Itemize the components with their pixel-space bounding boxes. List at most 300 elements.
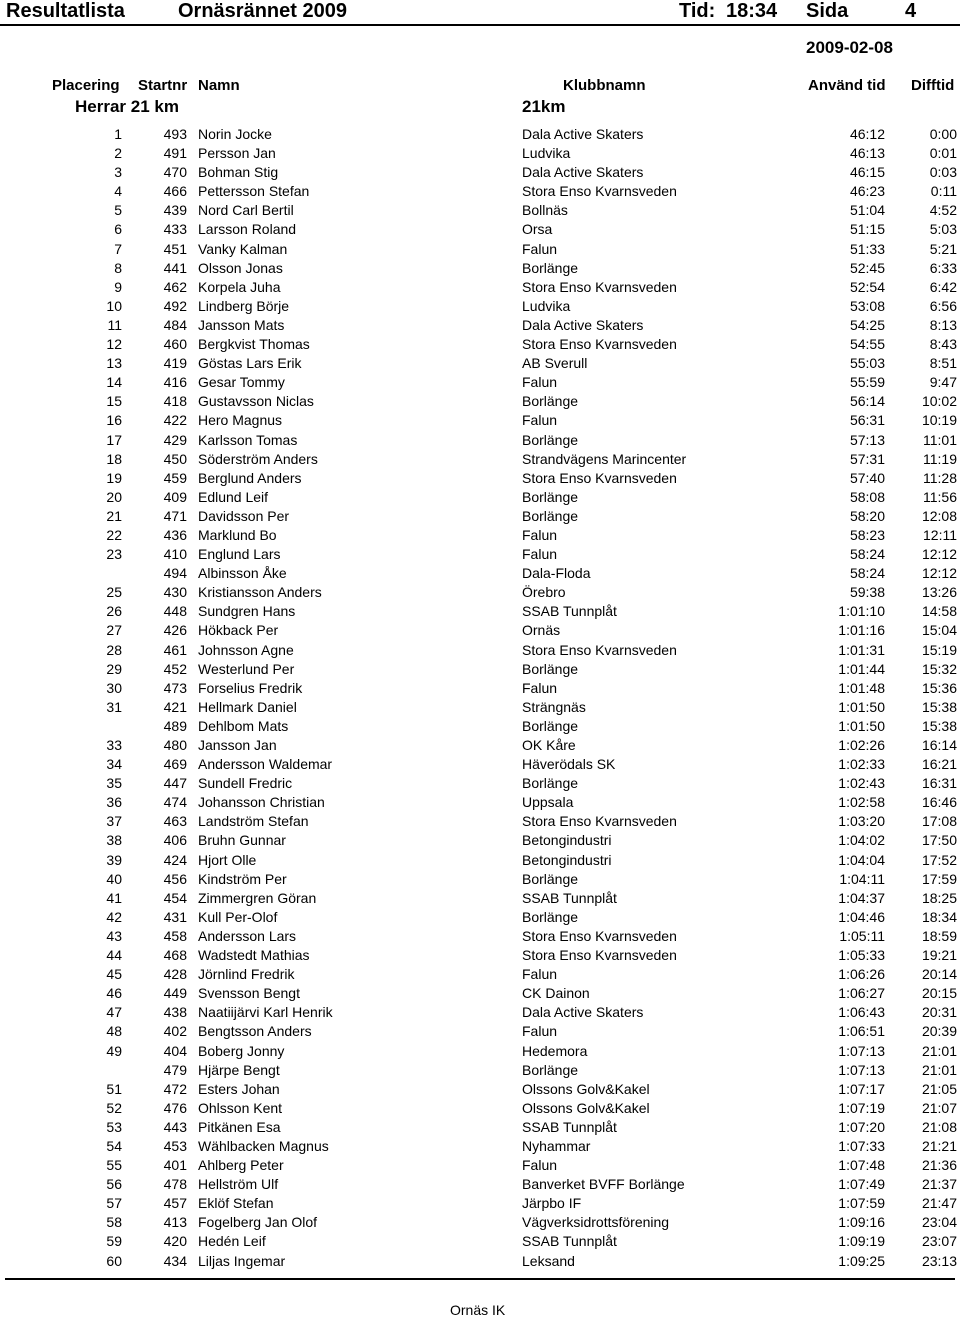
table-row	[0, 545, 960, 564]
row-startnr: 441	[163, 259, 187, 276]
row-startnr: 416	[163, 374, 187, 391]
row-club: AB Sverull	[522, 355, 588, 372]
row-place: 2	[114, 145, 122, 162]
row-name: Persson Jan	[198, 145, 276, 162]
row-difftid: 16:46	[921, 794, 957, 811]
table-row	[0, 411, 960, 430]
row-time: 52:54	[849, 278, 885, 295]
row-name: Lindberg Börje	[198, 297, 290, 314]
table-row	[0, 660, 960, 679]
row-name: Wählbacken Magnus	[198, 1137, 329, 1154]
row-name: Forselius Fredrik	[198, 679, 303, 696]
table-row	[0, 240, 960, 259]
row-place: 42	[106, 908, 122, 925]
row-time: 1:01:50	[838, 698, 885, 715]
row-club: SSAB Tunnplåt	[522, 889, 617, 906]
table-row	[0, 201, 960, 220]
row-difftid: 9:47	[929, 374, 957, 391]
row-time: 1:07:49	[838, 1176, 885, 1193]
row-club: Leksand	[522, 1252, 575, 1269]
row-place: 43	[106, 927, 122, 944]
table-row	[0, 698, 960, 717]
row-club: Dala Active Skaters	[522, 1004, 644, 1021]
row-club: Betongindustri	[522, 832, 612, 849]
row-place: 41	[106, 889, 122, 906]
row-difftid: 23:07	[921, 1233, 957, 1250]
row-club: Dala Active Skaters	[522, 164, 644, 181]
row-difftid: 8:43	[929, 336, 957, 353]
row-time: 59:38	[849, 584, 885, 601]
row-difftid: 5:03	[929, 221, 957, 238]
row-club: Stora Enso Kvarnsveden	[522, 641, 677, 658]
row-difftid: 17:50	[921, 832, 957, 849]
row-startnr: 453	[163, 1137, 187, 1154]
row-difftid: 20:14	[921, 966, 957, 983]
row-place: 54	[106, 1137, 122, 1154]
row-difftid: 8:13	[929, 316, 957, 333]
row-startnr: 478	[163, 1176, 187, 1193]
row-time: 46:23	[849, 183, 885, 200]
row-place: 57	[106, 1195, 122, 1212]
row-club: Borlänge	[522, 870, 579, 887]
row-time: 1:09:19	[838, 1233, 885, 1250]
row-startnr: 489	[163, 717, 187, 734]
row-name: Norin Jocke	[198, 126, 272, 142]
row-place: 12	[106, 336, 122, 353]
row-time: 1:07:13	[838, 1061, 885, 1078]
row-difftid: 12:11	[923, 526, 957, 543]
row-difftid: 21:21	[921, 1137, 957, 1154]
row-time: 56:14	[849, 393, 885, 410]
row-name: Ohlsson Kent	[198, 1099, 283, 1116]
row-club: Orsa	[522, 221, 553, 238]
table-row	[0, 1213, 960, 1232]
row-name: Kull Per-Olof	[198, 908, 278, 925]
row-difftid: 10:19	[921, 412, 957, 429]
row-startnr: 420	[163, 1233, 187, 1250]
row-club: Järpbo IF	[522, 1195, 582, 1212]
row-difftid: 14:58	[921, 603, 957, 620]
row-startnr: 492	[163, 297, 187, 314]
row-difftid: 23:13	[921, 1252, 957, 1269]
row-name: Korpela Juha	[198, 278, 281, 295]
row-name: Pettersson Stefan	[198, 183, 310, 200]
row-startnr: 418	[163, 393, 187, 410]
row-time: 51:33	[849, 240, 885, 257]
row-club: Strängnäs	[522, 698, 586, 715]
row-time: 1:06:26	[838, 966, 885, 983]
row-time: 54:25	[849, 316, 885, 333]
row-name: Albinsson Åke	[198, 565, 287, 582]
row-time: 57:31	[849, 450, 885, 467]
row-club: Olssons Golv&Kakel	[522, 1099, 650, 1116]
row-time: 1:01:50	[838, 717, 885, 734]
column-header-anvand-tid: Använd tid	[808, 77, 886, 94]
table-row	[0, 908, 960, 927]
row-difftid: 21:05	[921, 1080, 957, 1097]
row-time: 53:08	[849, 297, 885, 314]
row-name: Edlund Leif	[198, 488, 269, 505]
table-row	[0, 1099, 960, 1118]
row-place: 16	[106, 412, 122, 429]
row-name: Sundell Fredric	[198, 775, 293, 792]
table-row	[0, 831, 960, 850]
row-difftid: 20:39	[921, 1023, 957, 1040]
row-club: Ludvika	[522, 297, 571, 314]
row-place: 15	[106, 393, 122, 410]
row-startnr: 426	[163, 622, 187, 639]
page-label: Sida	[806, 0, 849, 22]
row-difftid: 12:12	[921, 546, 957, 563]
row-name: Kristiansson Anders	[198, 584, 322, 601]
row-club: Borlänge	[522, 775, 579, 792]
table-row	[0, 1156, 960, 1175]
row-place: 58	[106, 1214, 122, 1231]
row-club: Häverödals SK	[522, 756, 616, 773]
row-difftid: 0:01	[929, 145, 957, 162]
row-name: Jörnlind Fredrik	[198, 966, 295, 983]
row-difftid: 15:19	[921, 641, 957, 658]
row-startnr: 430	[163, 584, 187, 601]
row-startnr: 406	[163, 832, 187, 849]
row-time: 1:02:43	[838, 775, 885, 792]
row-startnr: 421	[163, 698, 187, 715]
row-place: 31	[106, 698, 122, 715]
row-place: 35	[106, 775, 122, 792]
row-time: 1:05:33	[838, 947, 885, 964]
row-place: 26	[106, 603, 122, 620]
row-club: Ludvika	[522, 145, 571, 162]
row-startnr: 494	[163, 565, 187, 582]
row-club: Borlänge	[522, 259, 579, 276]
row-club: Stora Enso Kvarnsveden	[522, 813, 677, 830]
row-difftid: 15:38	[921, 698, 957, 715]
row-place: 27	[106, 622, 122, 639]
row-place: 45	[106, 966, 122, 983]
row-time: 52:45	[849, 259, 885, 276]
row-place: 29	[106, 660, 122, 677]
row-time: 58:24	[849, 546, 885, 563]
table-row	[0, 259, 960, 278]
row-time: 1:06:27	[838, 985, 885, 1002]
row-startnr: 470	[163, 164, 187, 181]
race-date: 2009-02-08	[806, 38, 893, 57]
class-distance: 21km	[522, 97, 566, 116]
table-row	[0, 1137, 960, 1156]
row-difftid: 0:00	[929, 126, 957, 142]
row-startnr: 471	[163, 507, 187, 524]
table-row	[0, 774, 960, 793]
row-startnr: 443	[163, 1118, 187, 1135]
row-difftid: 17:08	[921, 813, 957, 830]
row-startnr: 473	[163, 679, 187, 696]
row-place: 11	[107, 316, 122, 333]
row-place: 13	[106, 355, 122, 372]
table-row	[0, 583, 960, 602]
row-place: 6	[114, 221, 122, 238]
table-row	[0, 526, 960, 545]
class-name: Herrar 21 km	[75, 97, 179, 116]
row-name: Hero Magnus	[198, 412, 283, 429]
row-difftid: 15:36	[921, 679, 957, 696]
row-time: 46:15	[849, 164, 885, 181]
row-time: 1:03:20	[838, 813, 885, 830]
table-row	[0, 793, 960, 812]
row-name: Nord Carl Bertil	[198, 202, 294, 219]
row-place: 56	[106, 1176, 122, 1193]
row-name: Bergkvist Thomas	[198, 336, 310, 353]
row-name: Johnsson Agne	[198, 641, 294, 658]
row-difftid: 18:25	[921, 889, 957, 906]
row-club: Dala Active Skaters	[522, 126, 644, 142]
row-name: Davidsson Per	[198, 507, 290, 524]
row-place: 28	[106, 641, 122, 658]
row-difftid: 11:56	[923, 488, 957, 505]
row-startnr: 466	[163, 183, 187, 200]
row-place: 38	[106, 832, 122, 849]
table-row	[0, 1080, 960, 1099]
row-club: Nyhammar	[522, 1137, 591, 1154]
row-startnr: 410	[163, 546, 187, 563]
row-club: Falun	[522, 546, 558, 563]
row-time: 57:40	[849, 469, 885, 486]
row-club: SSAB Tunnplåt	[522, 603, 617, 620]
row-startnr: 493	[163, 126, 187, 142]
row-difftid: 17:59	[921, 870, 957, 887]
column-header-namn: Namn	[198, 77, 240, 94]
row-startnr: 462	[163, 278, 187, 295]
row-club: Borlänge	[522, 431, 579, 448]
row-startnr: 484	[163, 316, 187, 333]
row-time: 58:23	[849, 526, 885, 543]
row-name: Bruhn Gunnar	[198, 832, 286, 849]
row-time: 1:05:11	[839, 927, 885, 944]
row-startnr: 436	[163, 526, 187, 543]
row-time: 55:59	[849, 374, 885, 391]
row-name: Johansson Christian	[198, 794, 325, 811]
table-row	[0, 469, 960, 488]
row-difftid: 20:15	[921, 985, 957, 1002]
row-club: Borlänge	[522, 660, 579, 677]
row-place: 39	[106, 851, 122, 868]
table-row	[0, 679, 960, 698]
row-place: 18	[106, 450, 122, 467]
row-place: 60	[106, 1252, 122, 1269]
table-row	[0, 450, 960, 469]
row-place: 52	[106, 1099, 122, 1116]
table-row	[0, 373, 960, 392]
row-difftid: 18:59	[921, 927, 957, 944]
row-difftid: 21:07	[921, 1099, 957, 1116]
row-name: Söderström Anders	[198, 450, 318, 467]
row-club: Falun	[522, 412, 558, 429]
table-row	[0, 297, 960, 316]
row-time: 1:04:46	[838, 908, 885, 925]
row-place: 25	[106, 584, 122, 601]
row-startnr: 413	[163, 1214, 187, 1231]
row-startnr: 461	[163, 641, 187, 658]
row-difftid: 18:34	[921, 908, 957, 925]
row-difftid: 10:02	[921, 393, 957, 410]
row-difftid: 11:28	[923, 469, 957, 486]
row-place: 14	[106, 374, 122, 391]
row-time: 57:13	[849, 431, 885, 448]
row-club: Vägverksidrottsförening	[522, 1214, 670, 1231]
row-club: Stora Enso Kvarnsveden	[522, 336, 677, 353]
row-place: 34	[106, 756, 122, 773]
row-club: Falun	[522, 966, 558, 983]
row-startnr: 468	[163, 947, 187, 964]
page-number: 4	[905, 0, 917, 22]
table-row	[0, 507, 960, 526]
row-difftid: 11:19	[923, 450, 957, 467]
row-startnr: 434	[163, 1252, 187, 1269]
row-time: 1:02:26	[838, 737, 885, 753]
header-divider	[0, 24, 960, 26]
table-row	[0, 1194, 960, 1213]
row-difftid: 6:56	[929, 297, 957, 314]
row-difftid: 21:36	[921, 1157, 957, 1174]
row-time: 1:04:11	[839, 870, 885, 887]
row-name: Westerlund Per	[198, 660, 295, 677]
row-place: 37	[106, 813, 122, 830]
table-row	[0, 125, 960, 144]
row-startnr: 431	[163, 908, 187, 925]
row-time: 1:06:43	[838, 1004, 885, 1021]
row-place: 23	[106, 546, 122, 563]
row-place: 55	[106, 1157, 122, 1174]
row-startnr: 454	[163, 889, 187, 906]
table-row	[0, 1252, 960, 1271]
table-row	[0, 641, 960, 660]
table-row	[0, 1022, 960, 1041]
row-difftid: 20:31	[921, 1004, 957, 1021]
row-startnr: 433	[163, 221, 187, 238]
row-time: 54:55	[849, 336, 885, 353]
row-name: Jansson Mats	[198, 316, 285, 333]
row-club: Borlänge	[522, 908, 579, 925]
row-startnr: 439	[163, 202, 187, 219]
row-time: 1:04:02	[838, 832, 885, 849]
row-time: 1:07:48	[838, 1157, 885, 1174]
row-name: Esters Johan	[198, 1080, 280, 1097]
page-header	[0, 0, 960, 26]
row-time: 1:07:20	[838, 1118, 885, 1135]
row-club: Uppsala	[522, 794, 574, 811]
row-difftid: 5:21	[929, 240, 957, 257]
row-place: 53	[106, 1118, 122, 1135]
table-row	[0, 736, 960, 755]
row-time: 46:13	[849, 145, 885, 162]
table-row	[0, 870, 960, 889]
time-value: 18:34	[726, 0, 778, 22]
row-place: 21	[106, 507, 122, 524]
row-difftid: 11:01	[923, 431, 957, 448]
row-time: 1:09:16	[838, 1214, 885, 1231]
row-startnr: 479	[163, 1061, 187, 1078]
row-startnr: 419	[163, 355, 187, 372]
table-row	[0, 278, 960, 297]
row-startnr: 456	[163, 870, 187, 887]
row-time: 1:06:51	[838, 1023, 885, 1040]
row-time: 1:07:33	[838, 1137, 885, 1154]
row-place: 51	[106, 1080, 122, 1097]
row-name: Andersson Lars	[198, 927, 297, 944]
table-row	[0, 851, 960, 870]
row-startnr: 438	[163, 1004, 187, 1021]
table-row	[0, 1118, 960, 1137]
table-row	[0, 144, 960, 163]
row-time: 56:31	[849, 412, 885, 429]
column-header-klubbnamn: Klubbnamn	[563, 77, 646, 94]
row-startnr: 469	[163, 756, 187, 773]
row-club: SSAB Tunnplåt	[522, 1118, 617, 1135]
row-club: Bollnäs	[522, 202, 568, 219]
row-name: Bohman Stig	[198, 164, 279, 181]
table-row	[0, 812, 960, 831]
row-difftid: 21:01	[921, 1061, 957, 1078]
row-name: Hjärpe Bengt	[198, 1061, 280, 1078]
row-startnr: 460	[163, 336, 187, 353]
row-difftid: 15:38	[921, 717, 957, 734]
table-row	[0, 755, 960, 774]
row-place: 44	[106, 947, 122, 964]
row-time: 1:01:44	[838, 660, 885, 677]
row-difftid: 16:14	[921, 737, 957, 753]
table-row	[0, 316, 960, 335]
row-startnr: 480	[163, 737, 187, 753]
table-row	[0, 1042, 960, 1061]
row-startnr: 491	[163, 145, 187, 162]
row-place: 7	[114, 240, 122, 257]
table-row	[0, 621, 960, 640]
row-place: 10	[106, 297, 122, 314]
row-name: Ahlberg Peter	[198, 1157, 284, 1174]
footer-organizer: Ornäs IK	[450, 1302, 506, 1318]
row-club: Falun	[522, 526, 558, 543]
table-row	[0, 335, 960, 354]
row-difftid: 19:21	[921, 947, 957, 964]
row-startnr: 448	[163, 603, 187, 620]
row-club: Örebro	[522, 584, 566, 601]
table-row	[0, 717, 960, 736]
row-time: 51:15	[849, 221, 885, 238]
row-place: 48	[106, 1023, 122, 1040]
row-difftid: 17:52	[921, 851, 957, 868]
table-row	[0, 392, 960, 411]
table-row	[0, 984, 960, 1003]
row-startnr: 457	[163, 1195, 187, 1212]
row-club: Falun	[522, 679, 558, 696]
row-club: Olssons Golv&Kakel	[522, 1080, 650, 1097]
row-name: Hellström Ulf	[198, 1176, 279, 1193]
table-row	[0, 1232, 960, 1251]
row-name: Hökback Per	[198, 622, 279, 639]
row-difftid: 13:26	[921, 584, 957, 601]
row-difftid: 12:08	[921, 507, 957, 524]
row-club: Falun	[522, 1023, 558, 1040]
row-time: 1:02:33	[838, 756, 885, 773]
row-name: Hjort Olle	[198, 851, 257, 868]
table-row	[0, 946, 960, 965]
column-header-placering: Placering	[52, 77, 120, 94]
row-difftid: 21:01	[921, 1042, 957, 1059]
row-time: 1:04:04	[838, 851, 885, 868]
row-startnr: 458	[163, 927, 187, 944]
row-club: Dala-Floda	[522, 565, 591, 582]
row-place: 36	[106, 794, 122, 811]
row-time: 1:07:59	[838, 1195, 885, 1212]
